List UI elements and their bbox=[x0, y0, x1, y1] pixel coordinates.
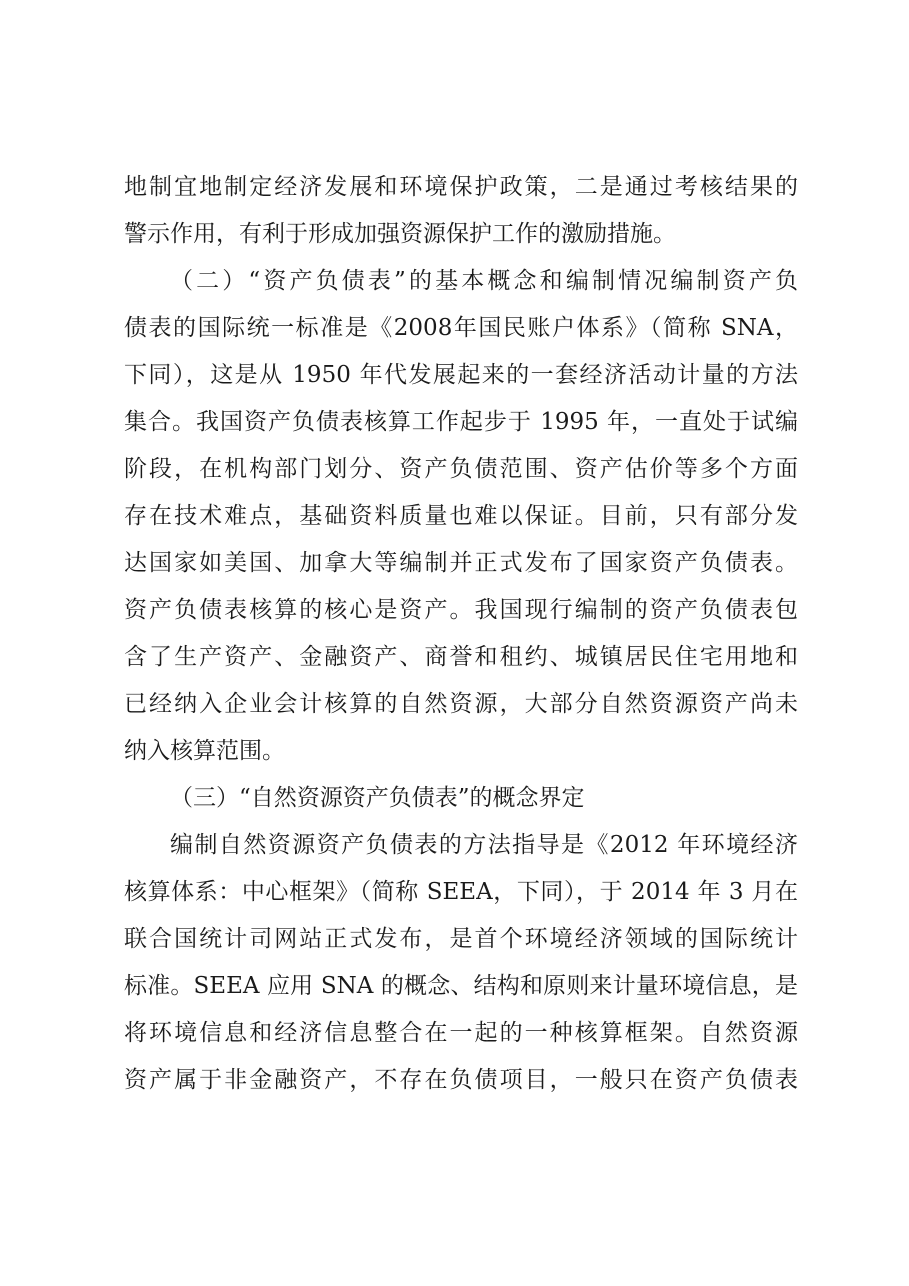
paragraph-start: 编制自然资源资产负债表的方法指导是《2012 年环境经济 bbox=[170, 832, 798, 858]
text-line: 核算体系：中心框架》（简称 SEEA，下同），于 2014 年 3 月在 bbox=[124, 879, 798, 905]
text-line: 标准。SEEA 应用 SNA 的概念、结构和原则来计量环境信息，是 bbox=[124, 973, 798, 999]
text-line: 地制宜地制定经济发展和环境保护政策，二是通过考核结果的 bbox=[124, 174, 798, 200]
document-body bbox=[124, 164, 798, 1104]
text-line: 下同），这是从 1950 年代发展起来的一套经济活动计量的方法 bbox=[124, 362, 798, 388]
text-line: 已经纳入企业会计核算的自然资源，大部分自然资源资产尚未 bbox=[124, 691, 798, 717]
text-line: 将环境信息和经济信息整合在一起的一种核算框架。自然资源 bbox=[124, 1020, 798, 1046]
text-line: 集合。我国资产负债表核算工作起步于 1995 年，一直处于试编 bbox=[124, 409, 798, 435]
text-line: 含了生产资产、金融资产、商誉和租约、城镇居民住宅用地和 bbox=[124, 644, 798, 670]
text-line: 联合国统计司网站正式发布，是首个环境经济领域的国际统计 bbox=[124, 926, 798, 952]
text-line: 警示作用，有利于形成加强资源保护工作的激励措施。 bbox=[124, 221, 676, 247]
text-line: 资产负债表核算的核心是资产。我国现行编制的资产负债表包 bbox=[124, 597, 798, 623]
text-line: 纳入核算范围。 bbox=[124, 738, 285, 764]
text-line: 债表的国际统一标准是《2008年国民账户体系》（简称 SNA， bbox=[124, 315, 798, 341]
text-line: 阶段，在机构部门划分、资产负债范围、资产估价等多个方面 bbox=[124, 456, 798, 482]
section-heading-two: （二）“资产负债表”的基本概念和编制情况编制资产负 bbox=[170, 268, 798, 294]
text-line: 达国家如美国、加拿大等编制并正式发布了国家资产负债表。 bbox=[124, 550, 798, 576]
text-line: 资产属于非金融资产，不存在负债项目，一般只在资产负债表 bbox=[124, 1067, 798, 1093]
text-line: 存在技术难点，基础资料质量也难以保证。目前，只有部分发 bbox=[124, 503, 798, 529]
section-heading-three: （三）“自然资源资产负债表”的概念界定 bbox=[170, 785, 585, 811]
